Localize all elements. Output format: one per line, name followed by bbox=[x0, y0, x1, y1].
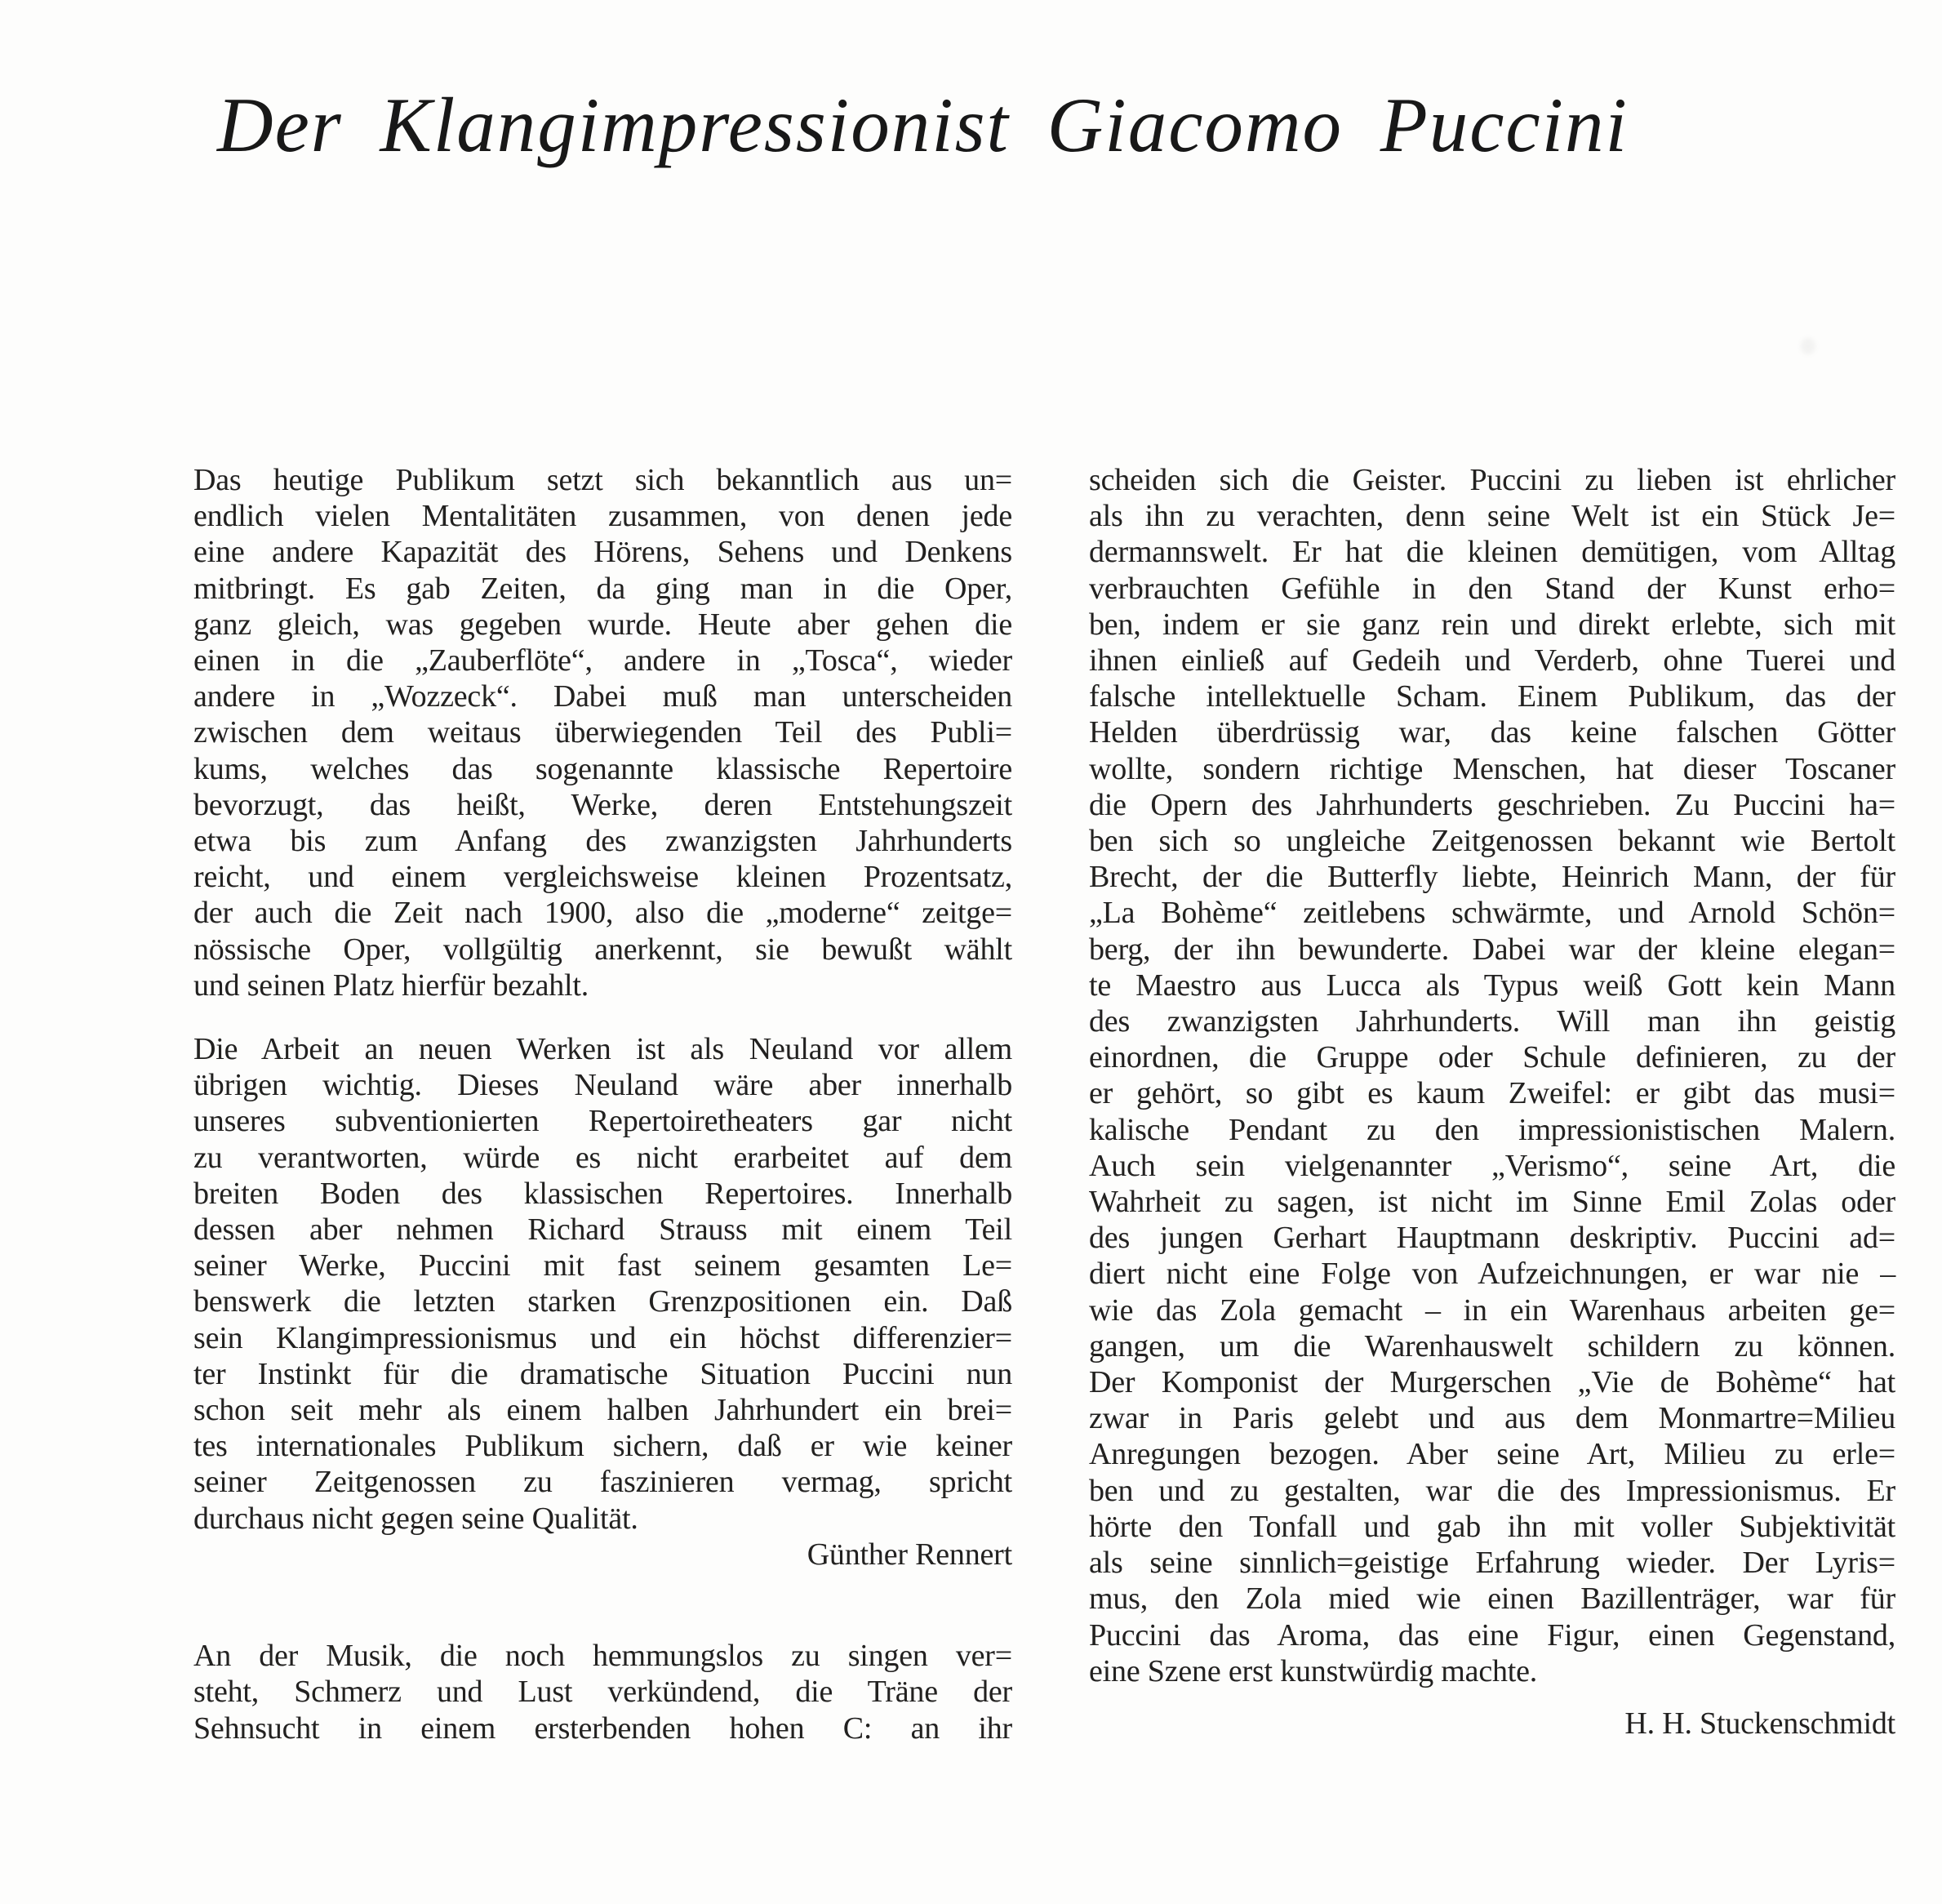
text-line: Sehnsucht in einem ersterbenden hohen C: an ihr bbox=[193, 1710, 1012, 1746]
text-line: der auch die Zeit nach 1900, also die „moderne“ zeitge= bbox=[193, 896, 1012, 931]
text-line: endlich vielen Mentalitäten zusammen, von denen jede bbox=[193, 499, 1012, 534]
text-line: wollte, sondern richtige Menschen, hat dieser Toscaner bbox=[1089, 751, 1895, 786]
text-line: schon seit mehr als einem halben Jahrhundert ein brei= bbox=[193, 1393, 1012, 1428]
text-line: Der Komponist der Murgerschen „Vie de Bohème“ hat bbox=[1089, 1365, 1895, 1400]
text-line: kums, welches das sogenannte klassische Repertoire bbox=[193, 751, 1012, 786]
text-line: seiner Zeitgenossen zu faszinieren vermag, spricht bbox=[193, 1465, 1012, 1500]
text-line: Anregungen bezogen. Aber seine Art, Milieu zu erle= bbox=[1089, 1437, 1895, 1472]
text-line: tes internationales Publikum sichern, daß er wie keiner bbox=[193, 1429, 1012, 1464]
right-text-column bbox=[1089, 462, 1895, 1742]
text-line: zwischen dem weitaus überwiegenden Teil des Publi= bbox=[193, 715, 1012, 750]
text-line: verbrauchten Gefühle in den Stand der Kunst erho= bbox=[1089, 571, 1895, 606]
text-line: Helden überdrüssig war, das keine falschen Götter bbox=[1089, 715, 1895, 750]
text-line: breiten Boden des klassischen Repertoires. Innerhalb bbox=[193, 1176, 1012, 1211]
signature-block bbox=[193, 1537, 1012, 1573]
text-line: Das heutige Publikum setzt sich bekanntlich aus un= bbox=[193, 463, 1012, 497]
text-line: steht, Schmerz und Lust verkündend, die Träne der bbox=[193, 1675, 1012, 1710]
text-line: als ihn zu verachten, denn seine Welt ist ein Stück Je= bbox=[1089, 499, 1895, 534]
text-line: falsche intellektuelle Scham. Einem Publikum, das der bbox=[1089, 679, 1895, 714]
text-line: Wahrheit zu sagen, ist nicht im Sinne Emil Zolas oder bbox=[1089, 1185, 1895, 1220]
author-signature: Günther Rennert bbox=[807, 1537, 1012, 1572]
text-line: und seinen Platz hierfür bezahlt. bbox=[193, 968, 589, 1003]
text-line: zwar in Paris gelebt und aus dem Monmartre=Milieu bbox=[1089, 1401, 1895, 1436]
text-line: einen in die „Zauberflöte“, andere in „Tosca“, wieder bbox=[193, 643, 1012, 678]
text-line: mitbringt. Es gab Zeiten, da ging man in die Oper, bbox=[193, 571, 1012, 606]
text-line: eine andere Kapazität des Hörens, Sehens und Denkens bbox=[193, 535, 1012, 570]
text-line: seiner Werke, Puccini mit fast seinem gesamten Le= bbox=[193, 1248, 1012, 1283]
text-line: reicht, und einem vergleichsweise kleinen Prozentsatz, bbox=[193, 860, 1012, 895]
text-line: kalische Pendant zu den impressionistischen Malern. bbox=[1089, 1112, 1895, 1147]
text-line: des zwanzigsten Jahrhunderts. Will man ihn geistig bbox=[1089, 1004, 1895, 1039]
text-line: durchaus nicht gegen seine Qualität. bbox=[193, 1501, 638, 1536]
text-line: wie das Zola gemacht – in ein Warenhaus arbeiten ge= bbox=[1089, 1292, 1895, 1328]
text-line: ben sich so ungleiche Zeitgenossen bekannt wie Bertolt bbox=[1089, 824, 1895, 859]
text-line: bevorzugt, das heißt, Werke, deren Entstehungszeit bbox=[193, 787, 1012, 822]
text-line: mus, den Zola mied wie einen Bazillenträger, war für bbox=[1089, 1581, 1895, 1617]
text-line: benswerk die letzten starken Grenzpositionen ein. Daß bbox=[193, 1284, 1012, 1319]
text-line: ben, indem er sie ganz rein und direkt erlebte, sich mit bbox=[1089, 607, 1895, 642]
left-text-column bbox=[193, 462, 1012, 1746]
paragraph bbox=[193, 1638, 1012, 1746]
paragraph bbox=[193, 462, 1012, 1003]
text-line: ihnen einließ auf Gedeih und Verderb, ohne Tuerei und bbox=[1089, 643, 1895, 678]
text-line: hörte den Tonfall und gab ihn mit voller Subjektivität bbox=[1089, 1509, 1895, 1544]
text-line: Auch sein vielgenannter „Verismo“, seine Art, die bbox=[1089, 1148, 1895, 1183]
text-line: andere in „Wozzeck“. Dabei muß man unterscheiden bbox=[193, 679, 1012, 714]
text-line: Die Arbeit an neuen Werken ist als Neuland vor allem bbox=[193, 1032, 1012, 1067]
paragraph bbox=[193, 1031, 1012, 1537]
text-line: „La Bohème“ zeitlebens schwärmte, und Arnold Schön= bbox=[1089, 896, 1895, 931]
text-line: berg, der ihn bewunderte. Dabei war der kleine elegan= bbox=[1089, 932, 1895, 967]
text-line: als seine sinnlich=geistige Erfahrung wieder. Der Lyris= bbox=[1089, 1546, 1895, 1581]
text-line: dermannswelt. Er hat die kleinen demütigen, vom Alltag bbox=[1089, 535, 1895, 570]
text-line: zu verantworten, würde es nicht erarbeitet auf dem bbox=[193, 1140, 1012, 1175]
author-signature: H. H. Stuckenschmidt bbox=[1624, 1706, 1895, 1741]
signature-block bbox=[1089, 1706, 1895, 1742]
text-line: gangen, um die Warenhauswelt schildern zu können. bbox=[1089, 1328, 1895, 1363]
text-line: te Maestro aus Lucca als Typus weiß Gott kein Mann bbox=[1089, 968, 1895, 1003]
text-line: nössische Oper, vollgültig anerkennt, sie bewußt wählt bbox=[193, 932, 1012, 967]
text-line: er gehört, so gibt es kaum Zweifel: er gibt das musi= bbox=[1089, 1076, 1895, 1111]
text-line: Brecht, der die Butterfly liebte, Heinrich Mann, der für bbox=[1089, 860, 1895, 895]
scan-smudge-artifact bbox=[1801, 338, 1815, 354]
text-line: scheiden sich die Geister. Puccini zu lieben ist ehrlicher bbox=[1089, 463, 1895, 497]
text-line: einordnen, die Gruppe oder Schule definieren, zu der bbox=[1089, 1040, 1895, 1075]
page-title: Der Klangimpressionist Giacomo Puccini bbox=[217, 82, 1629, 168]
text-line: An der Musik, die noch hemmungslos zu singen ver= bbox=[193, 1639, 1012, 1674]
text-line: eine Szene erst kunstwürdig machte. bbox=[1089, 1653, 1538, 1688]
text-line: Puccini das Aroma, das eine Figur, einen Gegenstand, bbox=[1089, 1617, 1895, 1653]
paragraph bbox=[1089, 462, 1895, 1689]
text-line: des jungen Gerhart Hauptmann deskriptiv. Puccini ad= bbox=[1089, 1221, 1895, 1256]
text-line: ganz gleich, was gegeben wurde. Heute aber gehen die bbox=[193, 607, 1012, 642]
text-line: ben und zu gestalten, war die des Impressionismus. Er bbox=[1089, 1473, 1895, 1508]
text-line: sein Klangimpressionismus und ein höchst differenzier= bbox=[193, 1320, 1012, 1355]
text-line: unseres subventionierten Repertoiretheaters gar nicht bbox=[193, 1104, 1012, 1139]
text-line: etwa bis zum Anfang des zwanzigsten Jahrhunderts bbox=[193, 824, 1012, 859]
text-line: dessen aber nehmen Richard Strauss mit einem Teil bbox=[193, 1212, 1012, 1248]
text-line: übrigen wichtig. Dieses Neuland wäre aber innerhalb bbox=[193, 1068, 1012, 1103]
text-line: die Opern des Jahrhunderts geschrieben. Zu Puccini ha= bbox=[1089, 787, 1895, 822]
text-line: ter Instinkt für die dramatische Situation Puccini nun bbox=[193, 1356, 1012, 1391]
text-line: diert nicht eine Folge von Aufzeichnungen, er war nie – bbox=[1089, 1257, 1895, 1292]
